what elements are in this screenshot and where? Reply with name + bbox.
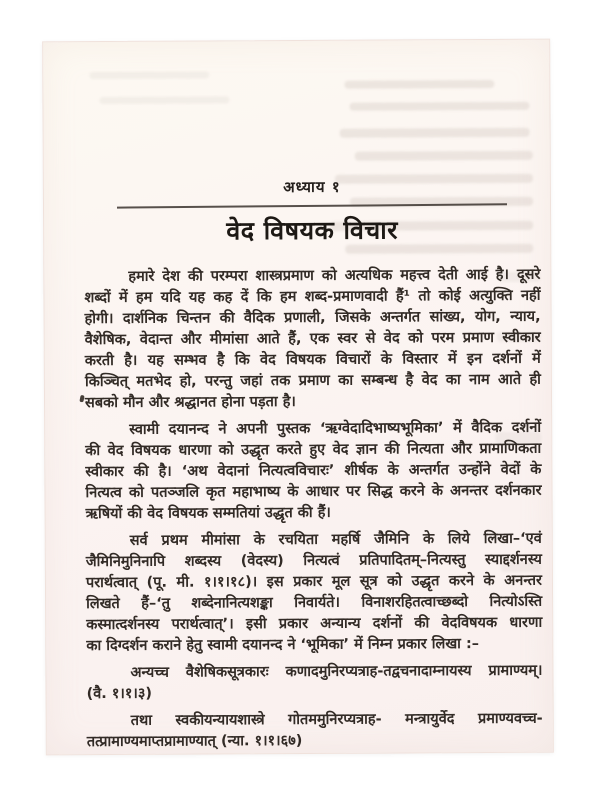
paragraph [84, 265, 541, 414]
text-line: स्वीकार की है। ‘अथ वेदानां नित्यत्वविचारः’ शीर्षक के अन्तर्गत उन्होंने वेदों के [85, 461, 542, 481]
text-line: लिखते हैं–‘तु शब्देनानित्यशङ्का निवार्यते। विनाशरहितत्वाच्छब्दो नित्योऽस्ति [86, 593, 543, 613]
text-line: तथा स्वकीयन्यायशास्त्रे गोतममुनिरप्यत्राह- मन्त्रायुर्वेद प्रमाण्यवच्च- [130, 710, 543, 729]
text-line: हमारे देश की परम्परा शास्त्रप्रमाण को अत्यधिक महत्त्व देती आई है। दूसरे [128, 266, 541, 285]
text-line: शब्दों में हम यदि यह कह दें कि हम शब्द-प्रमाणवादी हैं¹ तो कोई अत्युक्ति नहीं [84, 287, 541, 307]
book-page [42, 39, 554, 756]
text-line: होगी। दार्शनिक चिन्तन की वैदिक प्रणाली, जिसके अन्तर्गत सांख्य, योग, न्याय, [84, 308, 541, 328]
chapter-divider-rule [117, 203, 507, 208]
text-line: ऋषियों की वेद विषयक सम्मतियां उद्धृत की हैं। [85, 504, 331, 523]
paragraphs [84, 265, 543, 753]
text-line: जैमिनिमुनिनापि शब्दस्य (वेदस्य) नित्यत्वं प्रतिपादितम्–नित्यस्तु स्याद्दर्शनस्य [85, 551, 542, 571]
text-line: सर्व प्रथम मीमांसा के रचयिता महर्षि जैमिनि के लिये लिखा–‘एवं [129, 530, 542, 549]
text-line: किञ्चित् मतभेद हो, परन्तु जहां तक प्रमाण का सम्बन्ध है वेद का नाम आते ही [84, 371, 541, 391]
text-line: (वै. १।१।३) [86, 685, 153, 703]
text-line: की वेद विषयक धारणा को उद्धृत करते हुए वेद ज्ञान की नित्यता और प्रामाणिकता [85, 440, 542, 460]
text-line: स्वामी दयानन्द ने अपनी पुस्तक ‘ऋग्वेदादिभाष्यभूमिका’ में वैदिक दर्शनों [129, 419, 542, 438]
paragraph [87, 709, 543, 753]
paragraph [86, 529, 543, 657]
text-block [83, 40, 543, 753]
page-title: वेद विषयक विचार [226, 215, 398, 246]
text-line: का दिग्दर्शन कराने हेतु स्वामी दयानन्द ने ‘भूमिका’ में निम्न प्रकार लिखा :– [86, 636, 480, 655]
text-line: सबको मौन और श्रद्धानत होना पड़ता है। [84, 394, 296, 412]
chapter-heading: अध्याय १ [283, 177, 341, 197]
paragraph [85, 418, 542, 525]
text-line: वैशेषिक, वेदान्त और मीमांसा आते हैं, एक स्वर से वेद को परम प्रमाण स्वीकार [84, 329, 541, 349]
text-line: करती है। यह सम्भव है कि वेद विषयक विचारों के विस्तार में इन दर्शनों में [84, 350, 541, 370]
text-line: कस्मात्दर्शनस्य परार्थत्वात्’। इसी प्रकार अन्यान्य दर्शनों की वेदविषयक धारणा [86, 614, 543, 634]
paragraph [86, 661, 542, 705]
text-line: परार्थत्वात् (पू. मी. १।१।१८)। इस प्रकार मूल सूत्र को उद्धृत करने के अनन्तर [85, 572, 543, 592]
text-line: नित्यत्व को पतञ्जलि कृत महाभाष्य के आधार पर सिद्ध करने के अनन्तर दर्शनकार [85, 482, 542, 502]
text-line: तत्प्रामाण्यमाप्तप्रामाण्यात् (न्या. १।१।६७) [86, 732, 303, 751]
ink-blemish [79, 395, 84, 403]
text-line: अन्यच्च वैशेषिकसूत्रकारः कणादमुनिरप्यत्राह-तद्वचनादाम्नायस्य प्रामाण्यम्। [130, 662, 543, 681]
